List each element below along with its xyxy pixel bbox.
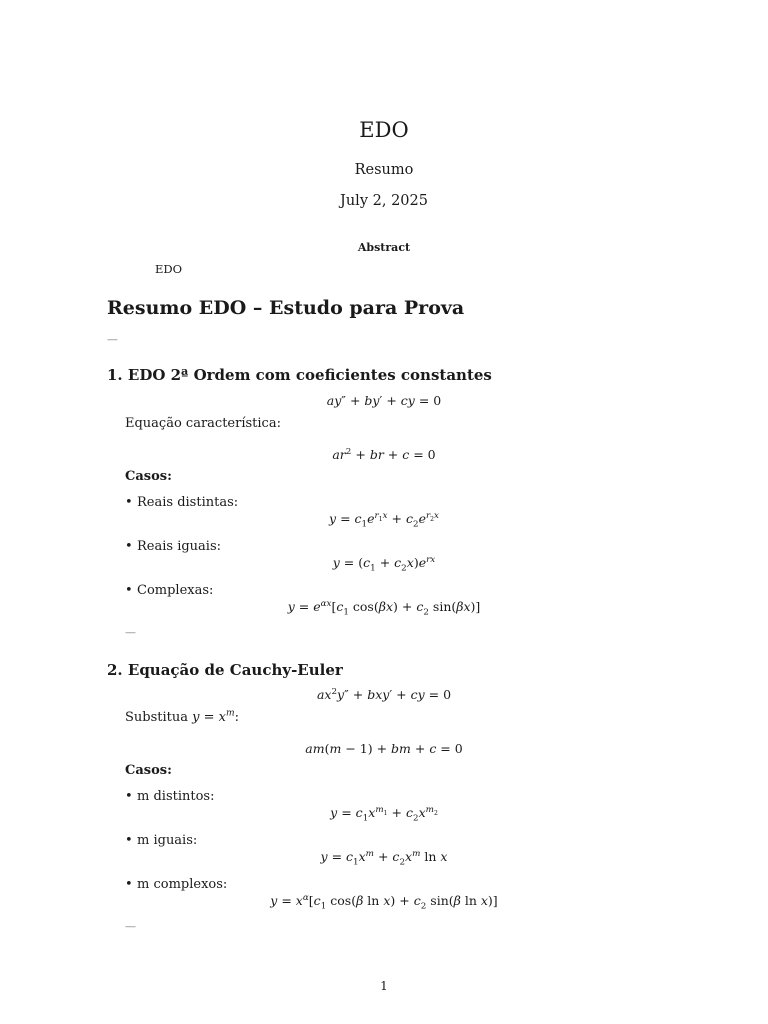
section-1-heading: 1. EDO 2ª Ordem com coeficientes constantes — [107, 366, 492, 384]
bullet-icon: • — [125, 789, 133, 804]
cases-label-2: Casos: — [125, 763, 172, 778]
equation-equal-real: $y = (c_1 + c_2x)e^{rx}$ — [332, 554, 436, 574]
abstract-body: EDO — [155, 262, 183, 276]
bullet-icon: • — [125, 495, 133, 510]
equation-indicial: am(m − 1) + bm + c = 0 — [305, 741, 463, 756]
equation-m-complex: $y = x^\alpha[c_1$ cos(β $\ln x) + c_2$ sin(β ln x)] — [270, 892, 498, 912]
list-item: m iguais: — [137, 833, 198, 848]
bullet-m-complex — [125, 877, 227, 892]
bullet-complex — [125, 583, 213, 598]
main-heading: Resumo EDO – Estudo para Prova — [107, 297, 465, 319]
list-item: m distintos: — [137, 789, 215, 804]
substitution-label: Substitua — [125, 710, 193, 725]
document-title: EDO — [359, 118, 409, 142]
bullet-equal-real — [125, 539, 221, 554]
separator: — — [125, 920, 136, 933]
bullet-m-distinct — [125, 789, 214, 804]
list-item: Complexas: — [137, 583, 214, 598]
equation-constant-coefficients: ay″ + by′ + cy = 0 — [326, 393, 442, 408]
separator: — — [125, 626, 136, 639]
separator: — — [107, 333, 118, 346]
list-item: Reais iguais: — [137, 539, 222, 554]
section-2-heading: 2. Equação de Cauchy-Euler — [107, 661, 343, 679]
cases-label-1: Casos: — [125, 469, 172, 484]
bullet-m-equal — [125, 833, 197, 848]
equation-characteristic: $ar^2$ + br + c = 0 — [332, 446, 436, 462]
equation-m-equal: $y = c_1x^m + c_2x^m$ ln x — [320, 848, 448, 868]
bullet-icon: • — [125, 539, 133, 554]
abstract-heading: Abstract — [357, 241, 411, 254]
equation-cauchy-euler: $ax^2y'' + bxy'$ + cy = 0 — [316, 686, 452, 702]
characteristic-equation-label: Equação característica: — [125, 416, 281, 431]
document-subtitle: Resumo — [354, 162, 414, 178]
list-item: Reais distintas: — [137, 495, 239, 510]
bullet-icon: • — [125, 833, 133, 848]
page-number: 1 — [380, 979, 388, 993]
list-item: m complexos: — [137, 877, 228, 892]
bullet-icon: • — [125, 877, 133, 892]
substitution-line: Substitua $y = x^m$: — [125, 708, 240, 725]
bullet-distinct-real — [125, 495, 238, 510]
equation-distinct-real: $y = c_1e^{r_1x} + c_2e^{r_2x}$ — [329, 510, 439, 530]
document-date: July 2, 2025 — [340, 193, 428, 209]
equation-m-distinct: $y = c_1x^{m_1} + c_2x^{m_2}$ — [330, 804, 438, 824]
equation-complex: $y = e^{\alpha x}[c_1$ $\cos(\beta x) + c_2$ sin(βx)] — [287, 598, 481, 618]
bullet-icon: • — [125, 583, 133, 598]
